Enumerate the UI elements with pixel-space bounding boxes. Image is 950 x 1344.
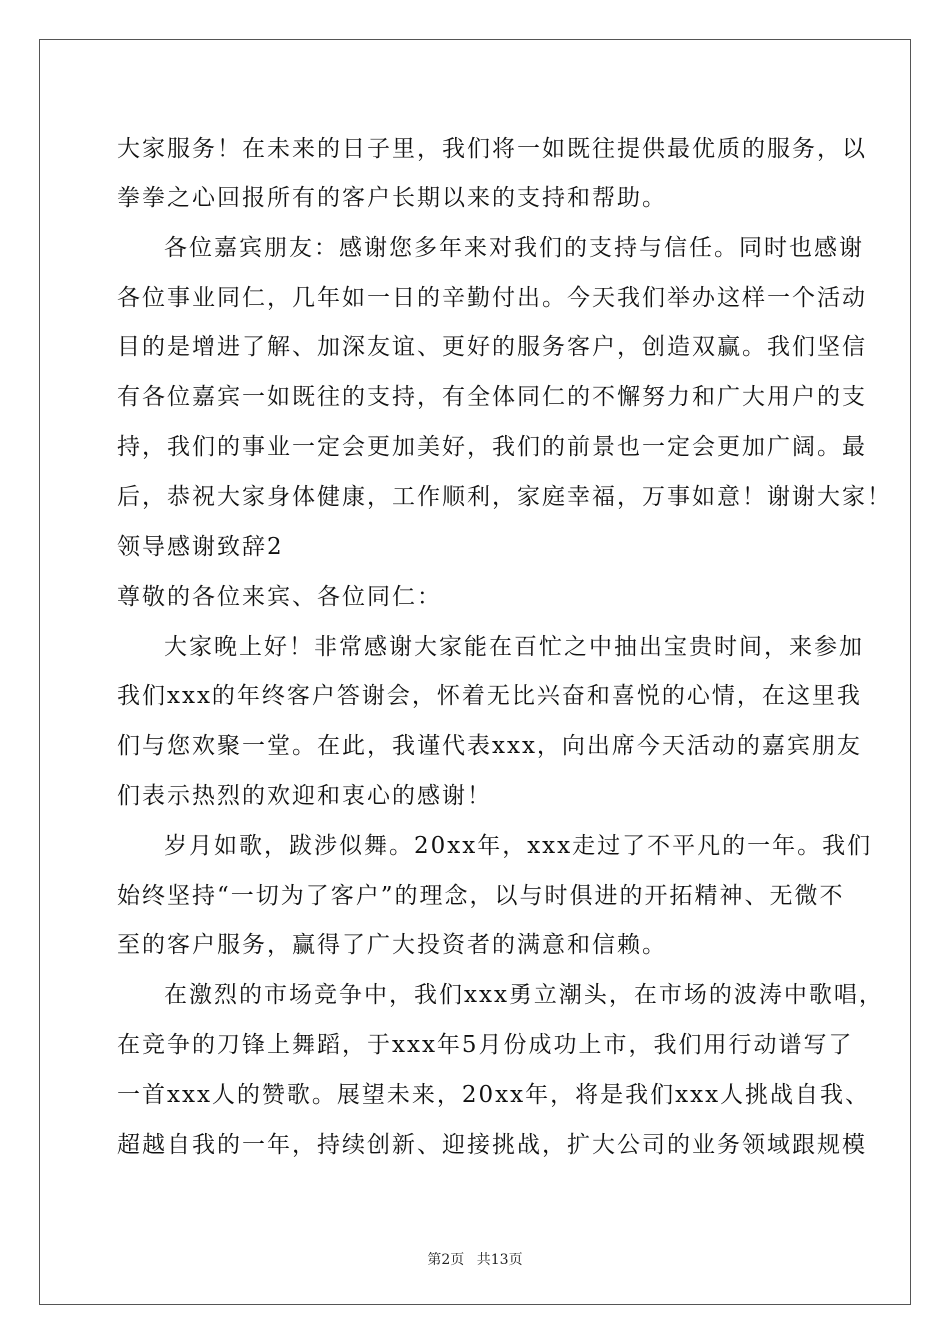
paragraph-line: 至的客户服务，赢得了广大投资者的满意和信赖。 xyxy=(117,932,667,958)
section-title: 领导感谢致辞2 xyxy=(117,534,284,560)
paragraph-line: 大家服务！在未来的日子里，我们将一如既往提供最优质的服务，以 xyxy=(117,136,867,162)
page-number: 第2页 xyxy=(427,1252,465,1268)
paragraph-line: 们与您欢聚一堂。在此，我谨代表xxx，向出席今天活动的嘉宾朋友 xyxy=(117,733,862,759)
paragraph-line: 岁月如歌，跋涉似舞。20xx年，xxx走过了不平凡的一年。我们 xyxy=(164,833,873,859)
paragraph-line: 拳拳之心回报所有的客户长期以来的支持和帮助。 xyxy=(117,185,667,211)
paragraph-line: 持，我们的事业一定会更加美好，我们的前景也一定会更加广阔。最 xyxy=(117,434,867,460)
paragraph-line: 们表示热烈的欢迎和衷心的感谢！ xyxy=(117,783,492,809)
paragraph-line: 目的是增进了解、加深友谊、更好的服务客户，创造双赢。我们坚信 xyxy=(117,334,867,360)
page-frame xyxy=(39,39,911,1305)
paragraph-line: 有各位嘉宾一如既往的支持，有全体同仁的不懈努力和广大用户的支 xyxy=(117,384,867,410)
paragraph-line: 在激烈的市场竞争中，我们xxx勇立潮头，在市场的波涛中歌唱， xyxy=(164,982,884,1008)
page-footer xyxy=(0,1249,950,1269)
paragraph-line: 一首xxx人的赞歌。展望未来，20xx年，将是我们xxx人挑战自我、 xyxy=(117,1082,871,1108)
paragraph-line: 各位事业同仁，几年如一日的辛勤付出。今天我们举办这样一个活动 xyxy=(117,285,867,311)
paragraph-line: 超越自我的一年，持续创新、迎接挑战，扩大公司的业务领域跟规模 xyxy=(117,1132,867,1158)
paragraph-line: 后，恭祝大家身体健康，工作顺利，家庭幸福，万事如意！谢谢大家！ xyxy=(117,484,892,510)
page-total: 共13页 xyxy=(476,1252,523,1268)
paragraph-line: 在竞争的刀锋上舞蹈，于xxx年5月份成功上市，我们用行动谱写了 xyxy=(117,1032,854,1058)
paragraph-line: 各位嘉宾朋友：感谢您多年来对我们的支持与信任。同时也感谢 xyxy=(164,235,864,261)
paragraph-line: 我们xxx的年终客户答谢会，怀着无比兴奋和喜悦的心情，在这里我 xyxy=(117,683,862,709)
paragraph-line: 大家晚上好！非常感谢大家能在百忙之中抽出宝贵时间，来参加 xyxy=(164,634,864,660)
salutation: 尊敬的各位来宾、各位同仁： xyxy=(117,584,442,610)
paragraph-line: 始终坚持“一切为了客户”的理念，以与时俱进的开拓精神、无微不 xyxy=(117,883,845,909)
